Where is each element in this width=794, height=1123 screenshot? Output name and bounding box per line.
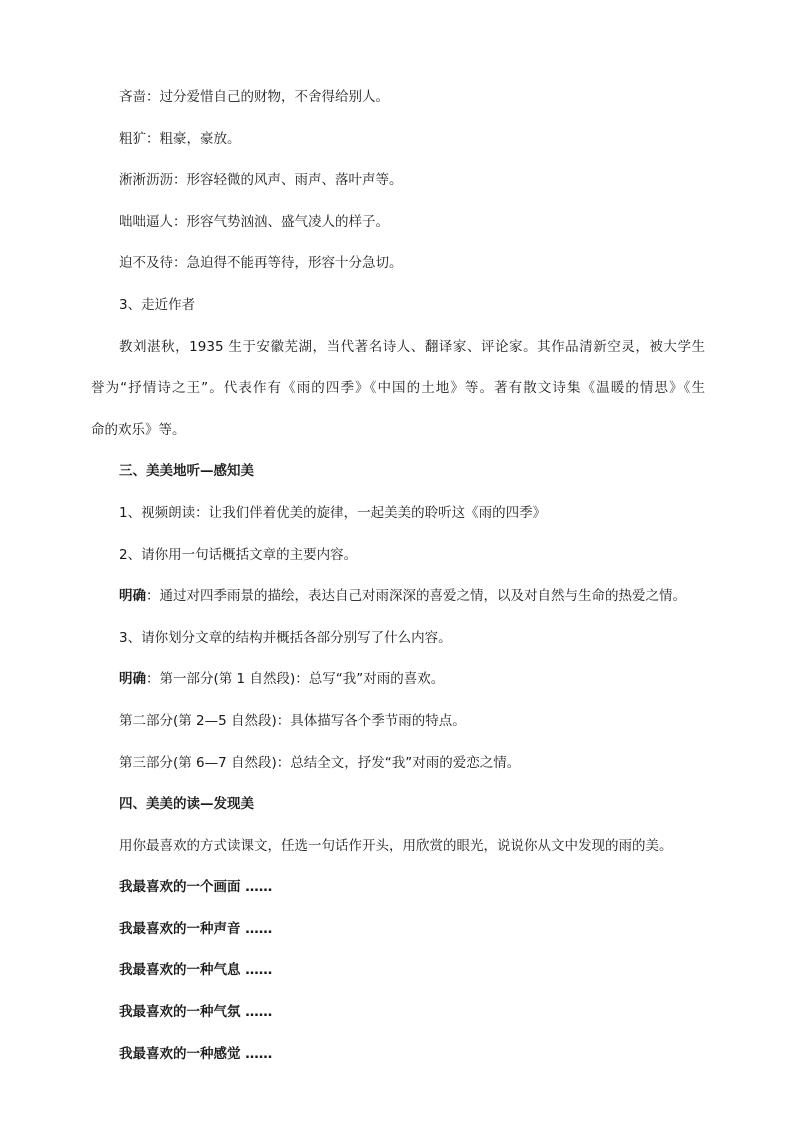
answer-line bbox=[91, 659, 705, 701]
vocab-entry: 吝啬：过分爱惜自己的财物，不舍得给别人。 bbox=[119, 89, 389, 105]
vocab-entry: 咄咄逼人：形容气势汹汹、盛气凌人的样子。 bbox=[119, 213, 389, 230]
author-paragraph-line: 誉为“抒情诗之王”。代表作有《雨的四季》《中国的土地》等。著有散文诗集《温暖的情思》《生 bbox=[91, 380, 705, 397]
read-intro: 用你最喜欢的方式读课文，任选一句话作开头，用欣赏的眼光，说说你从文中发现的雨的美。 bbox=[119, 837, 673, 854]
answer-line bbox=[91, 576, 705, 618]
task-item: 1、视频朗读：让我们伴着优美的旋律，一起美美的聆听这《雨的四季》 bbox=[119, 504, 547, 521]
answer-part: 第三部分(第 6—7 自然段)：总结全文，抒发“我”对雨的爱恋之情。 bbox=[119, 754, 521, 771]
answer-label: 明确 bbox=[119, 671, 146, 688]
answer-part: 第二部分(第 2—5 自然段)：具体描写各个季节雨的特点。 bbox=[119, 712, 466, 729]
prompt-line: 我最喜欢的一种气息 …… bbox=[119, 962, 273, 979]
task-item: 2、请你用一句话概括文章的主要内容。 bbox=[119, 546, 358, 563]
section-heading-read: 四、美美的读—发现美 bbox=[119, 796, 254, 813]
prompt-line: 我最喜欢的一个画面 …… bbox=[119, 879, 273, 896]
vocab-entry: 淅淅沥沥：形容轻微的风声、雨声、落叶声等。 bbox=[119, 172, 403, 189]
vocab-entry: 粗犷：粗豪，豪放。 bbox=[119, 130, 241, 147]
prompt-line: 我最喜欢的一种气氛 …… bbox=[119, 1004, 273, 1021]
task-item: 3、请你划分文章的结构并概括各部分别写了什么内容。 bbox=[119, 629, 452, 646]
vocab-entry: 迫不及待：急迫得不能再等待，形容十分急切。 bbox=[119, 255, 403, 272]
answer-label: 明确 bbox=[119, 588, 146, 605]
author-paragraph-line: 命的欢乐》等。 bbox=[91, 421, 186, 438]
prompt-line: 我最喜欢的一种感觉 …… bbox=[119, 1045, 273, 1062]
document-body bbox=[91, 77, 705, 1075]
author-paragraph-line: 教刘湛秋，1935 生于安徽芜湖，当代著名诗人、翻译家、评论家。其作品清新空灵，被大学生 bbox=[119, 338, 705, 355]
answer-text: ：第一部分(第 1 自然段)：总写“我”对雨的喜欢。 bbox=[146, 671, 445, 688]
answer-text: ：通过对四季雨景的描绘，表达自己对雨深深的喜爱之情，以及对自然与生命的热爱之情。 bbox=[146, 588, 686, 605]
prompt-line: 我最喜欢的一种声音 …… bbox=[119, 920, 273, 937]
author-heading: 3、走近作者 bbox=[119, 296, 196, 313]
section-heading-listen: 三、美美地听—感知美 bbox=[119, 463, 254, 480]
